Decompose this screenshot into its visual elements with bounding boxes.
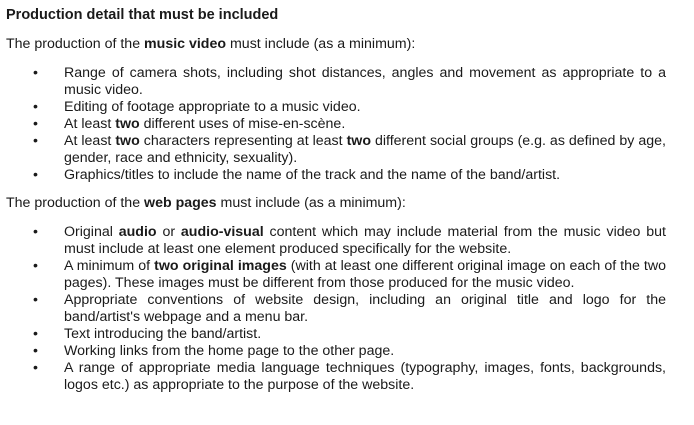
item-text: (with at least one different original image on each of the two pages). These images must be different from those produced for the music video. xyxy=(64,258,666,291)
music-video-intro xyxy=(6,36,415,53)
item-text: different uses of mise-en-scène. xyxy=(139,116,346,132)
list-item xyxy=(0,65,694,99)
item-text: Working links from the home page to the other page. xyxy=(64,343,395,359)
intro-text: must include (as a minimum): xyxy=(226,36,416,52)
item-text: At least xyxy=(64,116,116,132)
item-text: Appropriate conventions of website design, including an original title and logo for the band/artist's webpage and a menu bar. xyxy=(64,292,666,325)
item-text: or xyxy=(156,224,181,240)
item-bold-text: audio-visual xyxy=(180,224,264,240)
item-bold-text: two xyxy=(115,116,140,132)
web-pages-requirements-list xyxy=(0,224,694,394)
list-item xyxy=(0,343,694,360)
bullet-icon: • xyxy=(33,133,38,149)
bullet-icon: • xyxy=(33,326,38,342)
list-item xyxy=(0,258,694,292)
item-text: Graphics/titles to include the name of the track and the name of the band/artist. xyxy=(64,167,561,183)
intro-text: The production of the xyxy=(6,36,145,52)
list-item xyxy=(0,326,694,343)
item-text: Range of camera shots, including shot distances, angles and movement as appropriate to a music video. xyxy=(64,65,666,98)
item-text: At least xyxy=(64,133,116,149)
web-pages-intro xyxy=(6,195,406,212)
item-bold-text: two original images xyxy=(154,258,287,274)
bullet-icon: • xyxy=(33,116,38,132)
list-item xyxy=(0,116,694,133)
item-text: Editing of footage appropriate to a music video. xyxy=(64,99,361,115)
list-item xyxy=(0,99,694,116)
item-text: A minimum of xyxy=(64,258,155,274)
bullet-icon: • xyxy=(33,258,38,274)
list-item xyxy=(0,133,694,167)
bullet-icon: • xyxy=(33,292,38,308)
list-item xyxy=(0,224,694,258)
item-bold-text: two xyxy=(346,133,371,149)
item-bold-text: audio xyxy=(118,224,157,240)
list-item xyxy=(0,360,694,394)
item-text: different social groups (e.g. as defined by age, gender, race and ethnicity, sexuality). xyxy=(64,133,666,166)
bullet-icon: • xyxy=(33,343,38,359)
bullet-icon: • xyxy=(33,224,38,240)
bullet-icon: • xyxy=(33,360,38,376)
list-item xyxy=(0,167,694,184)
bullet-icon: • xyxy=(33,167,38,183)
bullet-icon: • xyxy=(33,65,38,81)
intro-text: must include (as a minimum): xyxy=(216,195,406,211)
item-text: characters representing at least xyxy=(139,133,347,149)
intro-text: The production of the xyxy=(6,195,145,211)
intro-bold-text: web pages xyxy=(144,195,217,211)
intro-bold-text: music video xyxy=(144,36,227,52)
list-item xyxy=(0,292,694,326)
item-text: Text introducing the band/artist. xyxy=(64,326,262,342)
music-video-requirements-list xyxy=(0,65,694,184)
item-bold-text: two xyxy=(115,133,140,149)
bullet-icon: • xyxy=(33,99,38,115)
item-text: A range of appropriate media language techniques (typography, images, fonts, backgrounds, logos etc.) as appropriate to the purpose of the website. xyxy=(64,360,666,393)
item-text: content which may include material from the music video but must include at least one element produced specifically for the website. xyxy=(64,224,666,257)
item-text: Original xyxy=(64,224,119,240)
section-heading: Production detail that must be included xyxy=(6,7,279,23)
